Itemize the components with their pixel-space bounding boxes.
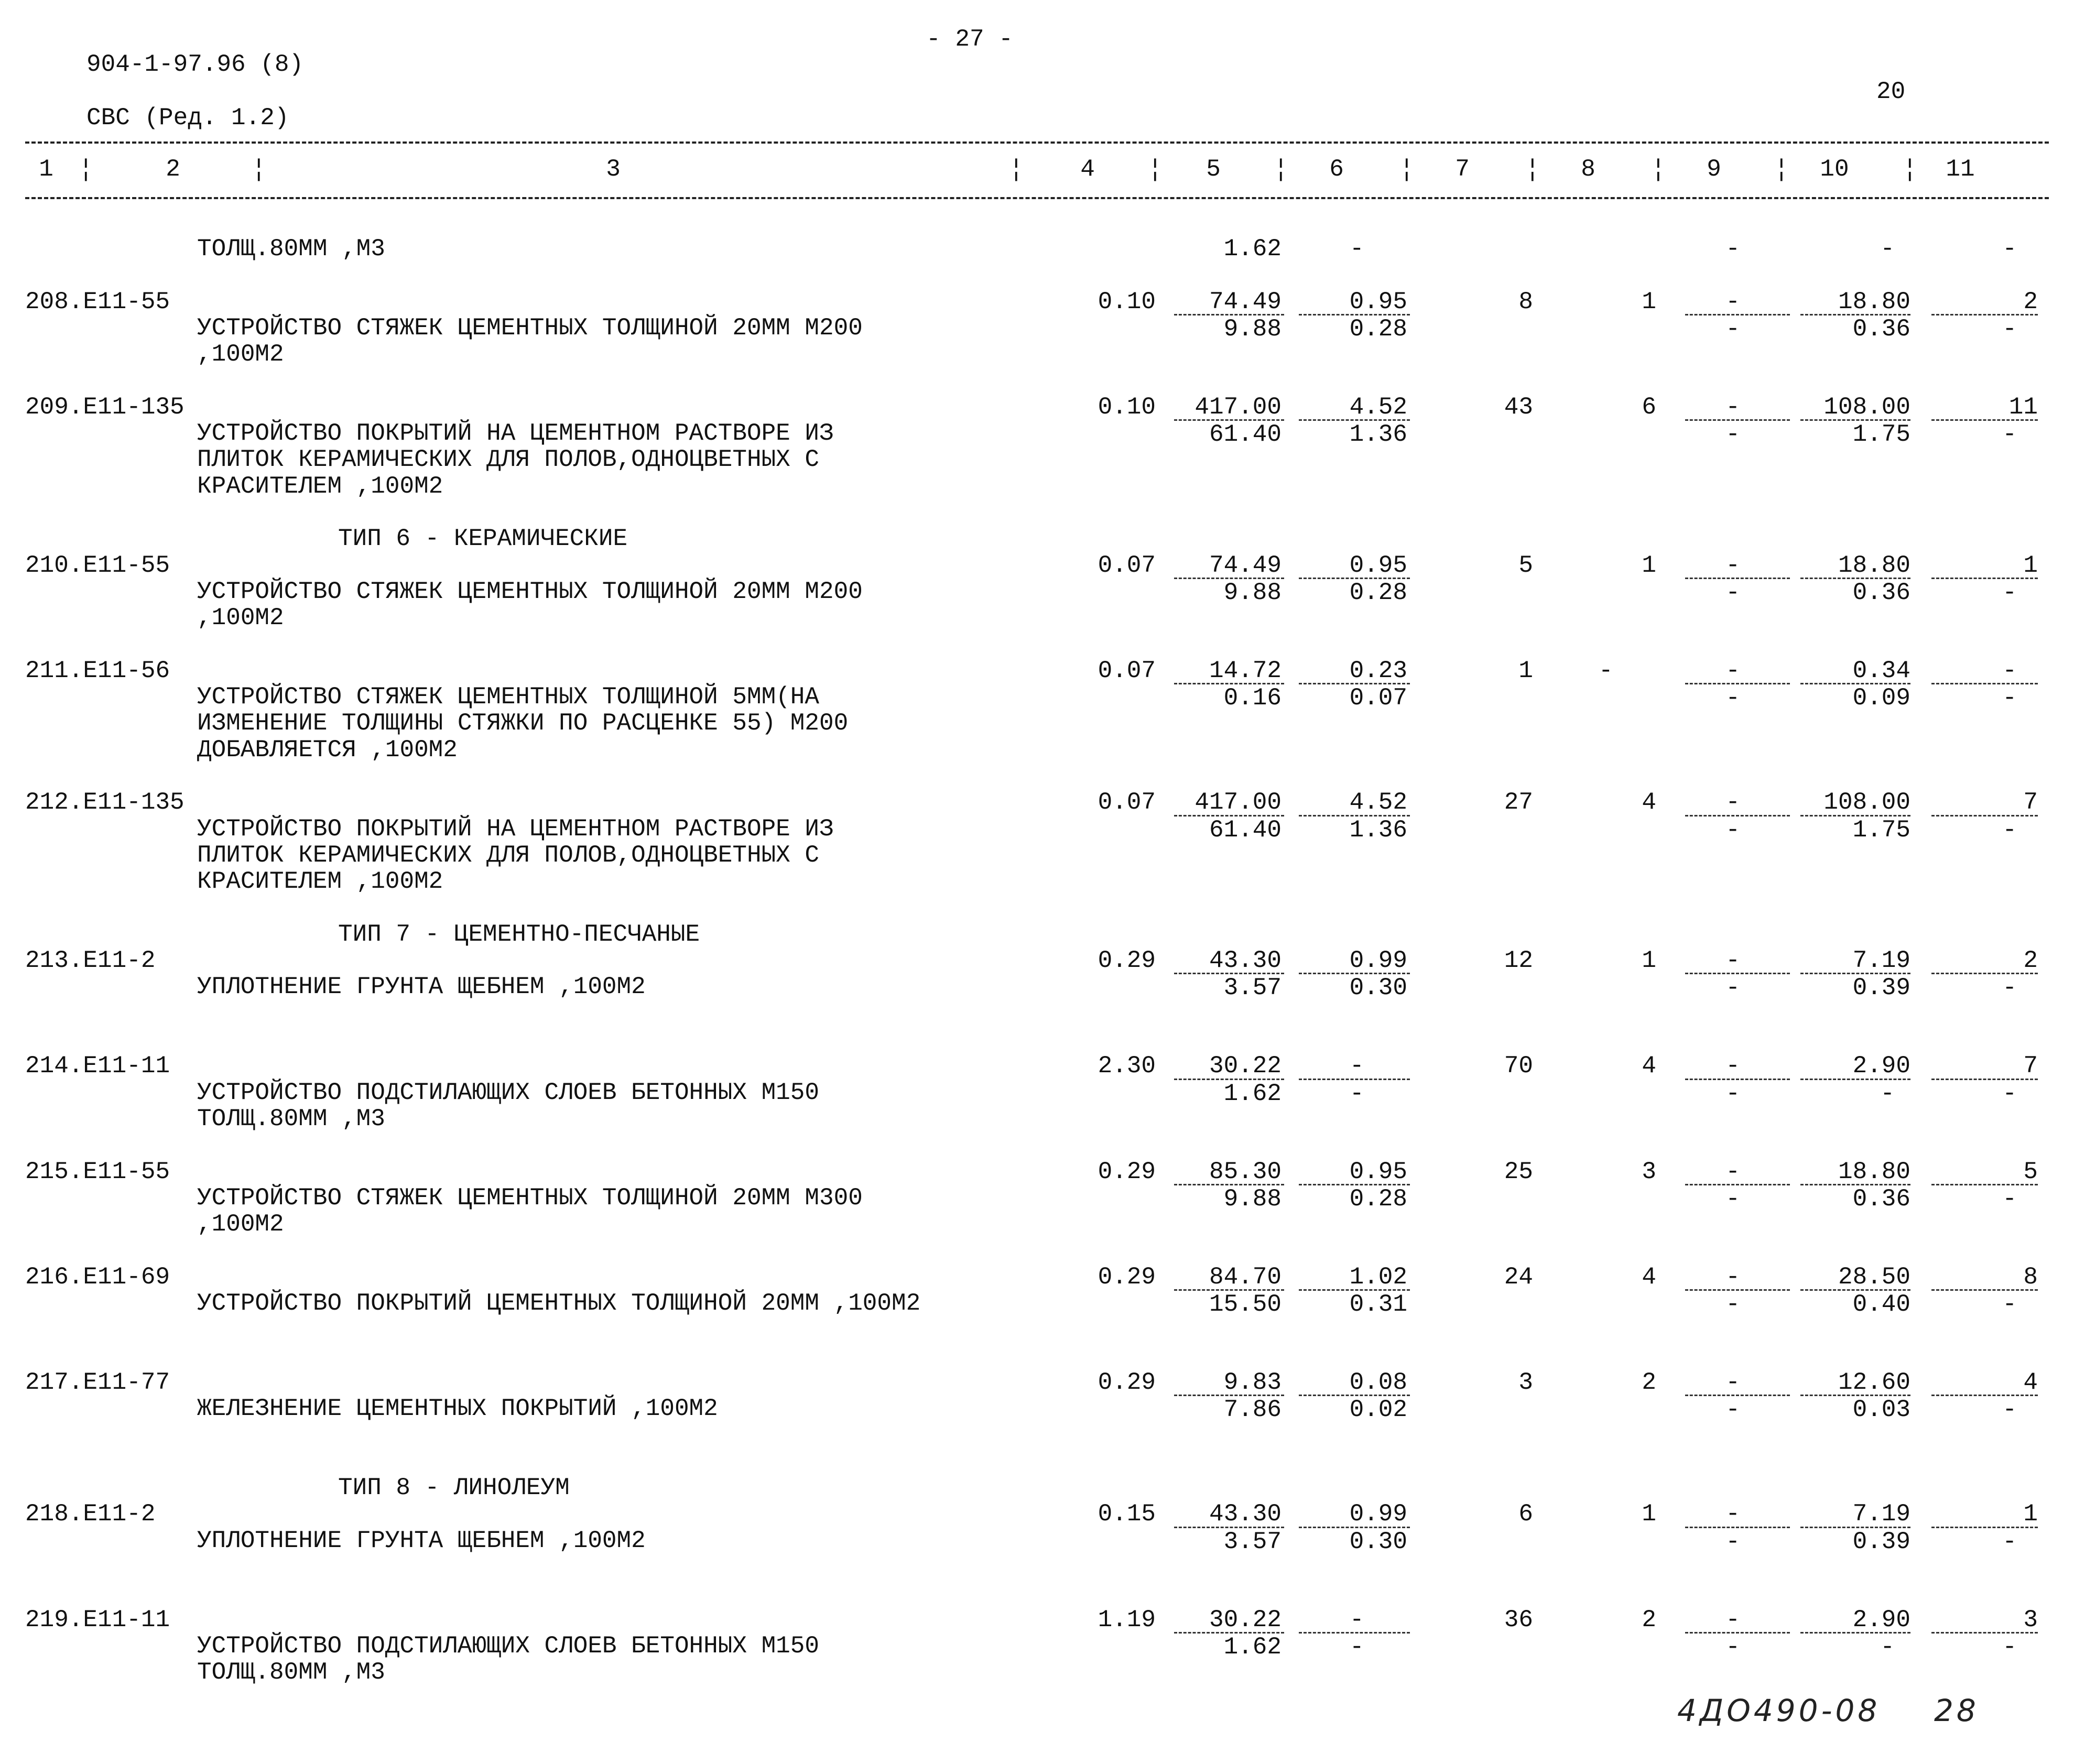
row-c11-top: 5: [2023, 1158, 2038, 1185]
row-c11-bottom: -: [2002, 974, 2017, 1002]
row-c11-bottom: -: [2002, 579, 2017, 606]
row-c9-top: -: [1725, 657, 1740, 684]
row-description-line: УСТРОЙСТВО ПОКРЫТИЙ НА ЦЕМЕНТНОМ РАСТВОРЕ ИЗ: [197, 420, 834, 448]
row-divider: [1931, 815, 2038, 816]
row-c9-bottom: -: [1725, 1528, 1740, 1555]
row-code: 212.Е11-135: [25, 789, 184, 816]
column-number-11: 11: [1946, 156, 1975, 183]
row-code: 208.Е11-55: [25, 288, 170, 315]
row-description-line: ДОБАВЛЯЕТСЯ ,100М2: [197, 736, 458, 764]
row-code: 219.Е11-11: [25, 1606, 170, 1634]
row-c10-bottom: 0.36: [1852, 1185, 1910, 1213]
row-code: 210.Е11-55: [25, 551, 170, 579]
row-c11-top: -: [2002, 657, 2017, 684]
row-c9-bottom: -: [1725, 974, 1740, 1002]
row-qty: 0.07: [1098, 657, 1156, 684]
row-c5-top: 14.72: [1209, 657, 1282, 684]
row-description-line: ТОЛЩ.80ММ ,М3: [197, 1659, 385, 1686]
row-c7: 3: [1518, 1368, 1533, 1396]
row-qty: 0.07: [1098, 551, 1156, 579]
row-c10-top: 18.80: [1838, 551, 1910, 579]
section-heading: ТИП 8 - ЛИНОЛЕУМ: [338, 1474, 570, 1502]
row-c6-bottom: 1.36: [1349, 421, 1407, 449]
row-c8: 2: [1642, 1368, 1656, 1396]
row-c5-top: 85.30: [1209, 1158, 1282, 1185]
row-c6-bottom: -: [1350, 1633, 1364, 1661]
row-c10-bottom: 0.39: [1852, 1528, 1910, 1555]
page-number: - 27 -: [926, 26, 1013, 53]
continuation-c11: -: [2002, 235, 2017, 263]
row-c10-top: 2.90: [1852, 1052, 1910, 1080]
row-description-line: ,100М2: [197, 341, 284, 368]
row-c5-bottom: 9.88: [1223, 1185, 1282, 1213]
row-c5-top: 30.22: [1209, 1052, 1282, 1080]
row-c6-bottom: 0.28: [1349, 315, 1407, 343]
row-description-line: УСТРОЙСТВО СТЯЖЕК ЦЕМЕНТНЫХ ТОЛЩИНОЙ 20ММ М200: [197, 578, 863, 605]
column-number-1: 1: [39, 156, 53, 183]
column-number-2: 2: [166, 156, 180, 183]
row-c8: 3: [1642, 1158, 1656, 1185]
row-c9-bottom: -: [1725, 1291, 1740, 1318]
row-c9-top: -: [1725, 288, 1740, 315]
row-description-line: ПЛИТОК КЕРАМИЧЕСКИХ ДЛЯ ПОЛОВ,ОДНОЦВЕТНЫХ С: [197, 841, 819, 869]
row-c6-top: 4.52: [1349, 393, 1407, 421]
row-c9-bottom: -: [1725, 1633, 1740, 1661]
row-c5-top: 30.22: [1209, 1606, 1282, 1634]
row-c11-top: 1: [2023, 551, 2038, 579]
handwritten-page-number: 28: [1934, 1693, 1979, 1728]
row-description-line: ИЗМЕНЕНИЕ ТОЛЩИНЫ СТЯЖКИ ПО РАСЦЕНКЕ 55) М200: [197, 710, 849, 737]
row-c10-bottom: 0.40: [1852, 1291, 1910, 1318]
row-c11-top: 8: [2023, 1263, 2038, 1291]
row-code: 215.Е11-55: [25, 1158, 170, 1185]
column-number-5: 5: [1206, 156, 1221, 183]
row-c5-bottom: 0.16: [1223, 684, 1282, 712]
row-c9-top: -: [1725, 1368, 1740, 1396]
continuation-c5: 1.62: [1223, 235, 1282, 263]
row-c11-top: 3: [2023, 1606, 2038, 1634]
row-c9-bottom: -: [1725, 816, 1740, 844]
header-rule-bottom: [25, 197, 2049, 199]
handwritten-archive-code: 4ДО490-08: [1677, 1693, 1881, 1728]
row-divider: [1931, 314, 2038, 315]
row-qty: 0.07: [1098, 789, 1156, 816]
row-c5-bottom: 9.88: [1223, 315, 1282, 343]
row-c10-bottom: 0.03: [1852, 1396, 1910, 1424]
row-qty: 0.29: [1098, 1368, 1156, 1396]
row-qty: 2.30: [1098, 1052, 1156, 1080]
row-c7: 1: [1518, 657, 1533, 684]
row-c10-top: 108.00: [1823, 789, 1910, 816]
row-c10-top: 108.00: [1823, 393, 1910, 421]
row-c10-top: 0.34: [1852, 657, 1910, 684]
row-c6-top: 0.95: [1349, 551, 1407, 579]
row-c5-bottom: 3.57: [1223, 974, 1282, 1002]
row-c7: 43: [1504, 393, 1533, 421]
row-qty: 0.15: [1098, 1500, 1156, 1528]
row-c10-top: 12.60: [1838, 1368, 1910, 1396]
row-c5-top: 9.83: [1223, 1368, 1282, 1396]
row-c9-top: -: [1725, 1263, 1740, 1291]
row-c10-top: 7.19: [1852, 947, 1910, 975]
row-divider: [1931, 1079, 2038, 1080]
row-c10-top: 18.80: [1838, 1158, 1910, 1185]
row-c9-bottom: -: [1725, 579, 1740, 606]
column-number-10: 10: [1820, 156, 1849, 183]
row-code: 209.Е11-135: [25, 393, 184, 421]
row-qty: 0.29: [1098, 1158, 1156, 1185]
row-c6-bottom: 0.02: [1349, 1396, 1407, 1424]
row-description-line: КРАСИТЕЛЕМ ,100М2: [197, 472, 443, 500]
doc-code: 904-1-97.96 (8): [86, 51, 304, 78]
row-c6-top: -: [1350, 1606, 1364, 1634]
row-divider: [1931, 973, 2038, 974]
row-c11-bottom: -: [2002, 684, 2017, 712]
row-c10-top: 7.19: [1852, 1500, 1910, 1528]
row-c7: 5: [1518, 551, 1533, 579]
column-separator: ¦: [252, 156, 266, 183]
row-code: 213.Е11-2: [25, 947, 156, 975]
row-description-line: КРАСИТЕЛЕМ ,100М2: [197, 868, 443, 896]
column-number-3: 3: [606, 156, 621, 183]
row-c10-bottom: 0.39: [1852, 974, 1910, 1002]
row-c5-bottom: 9.88: [1223, 579, 1282, 606]
row-c6-top: 0.23: [1349, 657, 1407, 684]
column-number-4: 4: [1080, 156, 1095, 183]
column-number-9: 9: [1707, 156, 1721, 183]
row-c10-bottom: 0.09: [1852, 684, 1910, 712]
row-c7: 24: [1504, 1263, 1533, 1291]
row-divider: [1931, 1395, 2038, 1396]
row-c9-top: -: [1725, 1052, 1740, 1080]
row-c10-top: 2.90: [1852, 1606, 1910, 1634]
row-description-line: ,100М2: [197, 604, 284, 632]
row-c6-top: -: [1350, 1052, 1364, 1080]
column-separator: ¦: [1525, 156, 1540, 183]
row-c5-bottom: 1.62: [1223, 1080, 1282, 1107]
row-c6-bottom: 0.28: [1349, 1185, 1407, 1213]
row-c11-bottom: -: [2002, 315, 2017, 343]
row-c10-bottom: 0.36: [1852, 579, 1910, 606]
row-c6-top: 4.52: [1349, 789, 1407, 816]
row-c7: 27: [1504, 789, 1533, 816]
column-separator: ¦: [1651, 156, 1666, 183]
row-divider: [1931, 683, 2038, 684]
row-c8: 1: [1642, 288, 1656, 315]
row-c6-bottom: 1.36: [1349, 816, 1407, 844]
row-c9-top: -: [1725, 1606, 1740, 1634]
continuation-c9: -: [1725, 235, 1740, 263]
row-c5-bottom: 1.62: [1223, 1633, 1282, 1661]
row-c5-bottom: 61.40: [1209, 816, 1282, 844]
column-separator: ¦: [79, 156, 93, 183]
row-c11-bottom: -: [2002, 421, 2017, 449]
row-c6-bottom: -: [1350, 1080, 1364, 1107]
row-c9-bottom: -: [1725, 315, 1740, 343]
row-qty: 0.10: [1098, 288, 1156, 315]
column-separator: ¦: [1148, 156, 1163, 183]
row-c8: 6: [1642, 393, 1656, 421]
row-c8: 4: [1642, 789, 1656, 816]
row-c9-bottom: -: [1725, 1080, 1740, 1107]
row-c6-bottom: 0.30: [1349, 974, 1407, 1002]
row-c5-top: 84.70: [1209, 1263, 1282, 1291]
row-c9-bottom: -: [1725, 1185, 1740, 1213]
row-description-line: УСТРОЙСТВО ПОДСТИЛАЮЩИХ СЛОЕВ БЕТОННЫХ М150: [197, 1079, 819, 1106]
row-c10-top: 18.80: [1838, 288, 1910, 315]
section-heading: ТИП 7 - ЦЕМЕНТНО-ПЕСЧАНЫЕ: [338, 920, 700, 948]
row-description-line: УСТРОЙСТВО ПОКРЫТИЙ НА ЦЕМЕНТНОМ РАСТВОРЕ ИЗ: [197, 815, 834, 843]
row-c11-top: 7: [2023, 789, 2038, 816]
row-c10-bottom: 1.75: [1852, 816, 1910, 844]
row-code: 216.Е11-69: [25, 1263, 170, 1291]
row-qty: 0.29: [1098, 947, 1156, 975]
row-divider: [1931, 1289, 2038, 1291]
row-c9-bottom: -: [1725, 1396, 1740, 1424]
row-divider: [1931, 1527, 2038, 1528]
row-divider: [1931, 1632, 2038, 1634]
row-c11-top: 1: [2023, 1500, 2038, 1528]
row-c11-top: 4: [2023, 1368, 2038, 1396]
row-c8: 2: [1642, 1606, 1656, 1634]
row-divider: [1931, 1184, 2038, 1185]
row-c10-bottom: -: [1880, 1633, 1895, 1661]
row-c9-top: -: [1725, 789, 1740, 816]
row-c8: -: [1599, 657, 1613, 684]
row-c9-bottom: -: [1725, 421, 1740, 449]
row-c11-bottom: -: [2002, 1633, 2017, 1661]
row-c8: 4: [1642, 1263, 1656, 1291]
row-c11-bottom: -: [2002, 1528, 2017, 1555]
continuation-c10: -: [1880, 235, 1895, 263]
row-c6-top: 0.08: [1349, 1368, 1407, 1396]
row-c5-top: 43.30: [1209, 947, 1282, 975]
row-code: 214.Е11-11: [25, 1052, 170, 1080]
continuation-desc: ТОЛЩ.80ММ ,М3: [197, 235, 385, 263]
row-c5-top: 417.00: [1195, 393, 1282, 421]
row-c6-bottom: 0.30: [1349, 1528, 1407, 1555]
row-c6-top: 0.95: [1349, 1158, 1407, 1185]
row-c6-top: 0.99: [1349, 1500, 1407, 1528]
row-c11-bottom: -: [2002, 1396, 2017, 1424]
row-c9-bottom: -: [1725, 684, 1740, 712]
column-separator: ¦: [1774, 156, 1789, 183]
row-c6-top: 0.95: [1349, 288, 1407, 315]
row-c8: 1: [1642, 551, 1656, 579]
row-c6-bottom: 0.31: [1349, 1291, 1407, 1318]
row-description-line: УПЛОТНЕНИЕ ГРУНТА ЩЕБНЕМ ,100М2: [197, 1527, 646, 1554]
row-c6-top: 1.02: [1349, 1263, 1407, 1291]
row-divider: [1931, 419, 2038, 421]
row-c5-bottom: 61.40: [1209, 421, 1282, 449]
row-c5-top: 74.49: [1209, 551, 1282, 579]
row-c5-bottom: 7.86: [1223, 1396, 1282, 1424]
row-qty: 0.10: [1098, 393, 1156, 421]
row-c11-bottom: -: [2002, 1185, 2017, 1213]
row-description-line: УСТРОЙСТВО СТЯЖЕК ЦЕМЕНТНЫХ ТОЛЩИНОЙ 5ММ(НА: [197, 683, 819, 711]
row-code: 211.Е11-56: [25, 657, 170, 684]
row-c9-top: -: [1725, 393, 1740, 421]
column-separator: ¦: [1399, 156, 1414, 183]
row-description-line: УСТРОЙСТВО СТЯЖЕК ЦЕМЕНТНЫХ ТОЛЩИНОЙ 20ММ М200: [197, 314, 863, 342]
program-version: СВС (Ред. 1.2): [86, 104, 289, 132]
row-c8: 4: [1642, 1052, 1656, 1080]
row-c9-top: -: [1725, 1500, 1740, 1528]
row-code: 217.Е11-77: [25, 1368, 170, 1396]
row-c7: 8: [1518, 288, 1533, 315]
continuation-c6: -: [1350, 235, 1364, 263]
column-separator: ¦: [1274, 156, 1288, 183]
row-c7: 25: [1504, 1158, 1533, 1185]
row-description-line: ТОЛЩ.80ММ ,М3: [197, 1105, 385, 1133]
row-c7: 12: [1504, 947, 1533, 975]
row-c10-top: 28.50: [1838, 1263, 1910, 1291]
row-c11-top: 2: [2023, 288, 2038, 315]
row-c11-top: 2: [2023, 947, 2038, 975]
row-c5-top: 43.30: [1209, 1500, 1282, 1528]
column-separator: ¦: [1009, 156, 1024, 183]
row-description-line: УПЛОТНЕНИЕ ГРУНТА ЩЕБНЕМ ,100М2: [197, 973, 646, 1001]
row-description-line: УСТРОЙСТВО ПОКРЫТИЙ ЦЕМЕНТНЫХ ТОЛЩИНОЙ 20ММ ,100М2: [197, 1290, 921, 1317]
row-c5-bottom: 15.50: [1209, 1291, 1282, 1318]
header-rule-top: [25, 141, 2049, 144]
row-description-line: УСТРОЙСТВО СТЯЖЕК ЦЕМЕНТНЫХ ТОЛЩИНОЙ 20ММ М300: [197, 1184, 863, 1212]
row-divider: [1931, 578, 2038, 579]
column-number-8: 8: [1581, 156, 1595, 183]
row-c11-bottom: -: [2002, 1291, 2017, 1318]
row-c10-bottom: -: [1880, 1080, 1895, 1107]
column-number-6: 6: [1329, 156, 1344, 183]
row-c10-bottom: 1.75: [1852, 421, 1910, 449]
row-c9-top: -: [1725, 947, 1740, 975]
row-c7: 70: [1504, 1052, 1533, 1080]
row-c9-top: -: [1725, 1158, 1740, 1185]
row-description-line: УСТРОЙСТВО ПОДСТИЛАЮЩИХ СЛОЕВ БЕТОННЫХ М150: [197, 1632, 819, 1660]
row-qty: 1.19: [1098, 1606, 1156, 1634]
row-description-line: ЖЕЛЕЗНЕНИЕ ЦЕМЕНТНЫХ ПОКРЫТИЙ ,100М2: [197, 1395, 718, 1423]
column-number-7: 7: [1455, 156, 1470, 183]
column-separator: ¦: [1903, 156, 1917, 183]
row-c11-top: 7: [2023, 1052, 2038, 1080]
row-c8: 1: [1642, 947, 1656, 975]
row-c11-top: 11: [2008, 393, 2038, 421]
row-c11-bottom: -: [2002, 816, 2017, 844]
row-c7: 36: [1504, 1606, 1533, 1634]
row-c6-bottom: 0.28: [1349, 579, 1407, 606]
section-heading: ТИП 6 - КЕРАМИЧЕСКИЕ: [338, 525, 628, 553]
row-description-line: ,100М2: [197, 1211, 284, 1238]
row-c5-top: 74.49: [1209, 288, 1282, 315]
row-c8: 1: [1642, 1500, 1656, 1528]
row-c9-top: -: [1725, 551, 1740, 579]
row-c6-top: 0.99: [1349, 947, 1407, 975]
row-qty: 0.29: [1098, 1263, 1156, 1291]
row-c6-bottom: 0.07: [1349, 684, 1407, 712]
row-description-line: ПЛИТОК КЕРАМИЧЕСКИХ ДЛЯ ПОЛОВ,ОДНОЦВЕТНЫХ С: [197, 446, 819, 474]
row-c5-bottom: 3.57: [1223, 1528, 1282, 1555]
row-c7: 6: [1518, 1500, 1533, 1528]
row-c5-top: 417.00: [1195, 789, 1282, 816]
row-code: 218.Е11-2: [25, 1500, 156, 1528]
row-c11-bottom: -: [2002, 1080, 2017, 1107]
row-c10-bottom: 0.36: [1852, 315, 1910, 343]
sheet-number: 20: [1876, 78, 1906, 105]
